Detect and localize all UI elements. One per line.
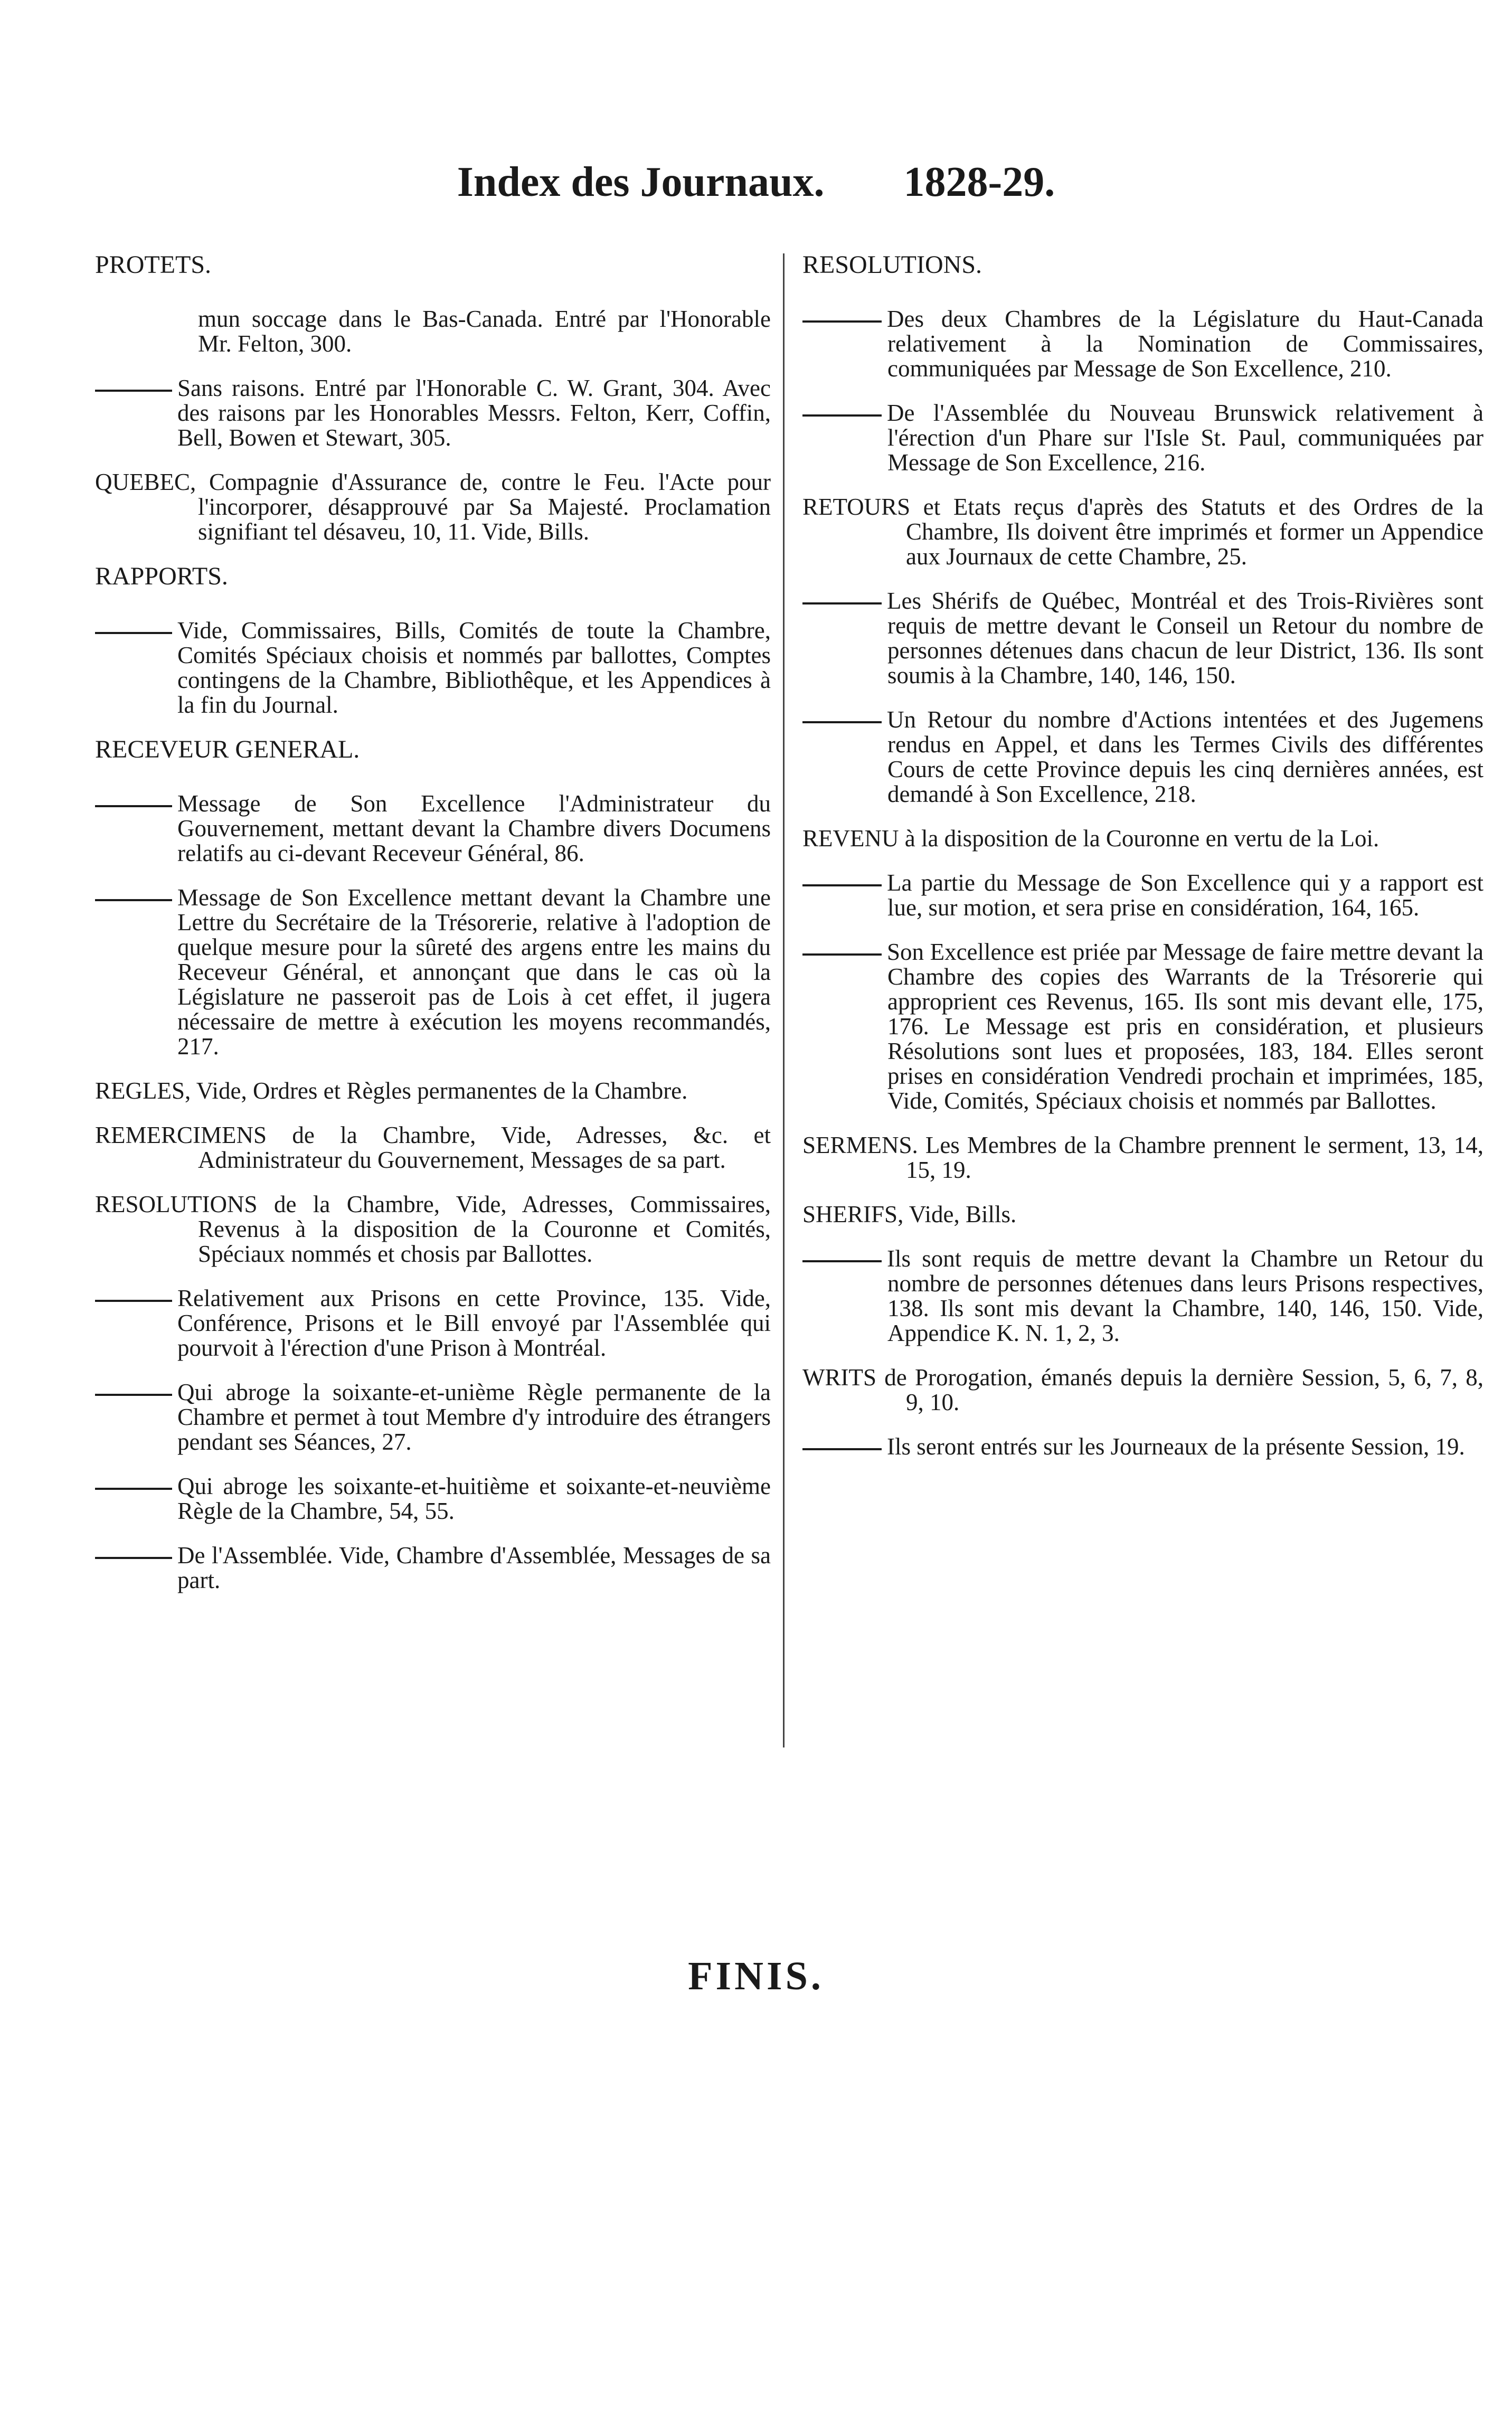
sub-entry: Son Excellence est priée par Message de faire mettre devant la Chambre des copies des Warrants de la Trésorerie qui approprient ces Revenus, 165. Ils sont mis devant elle, 175, 176. Le Message est pris en considération, et plusieurs Résolutions sont lues et proposées, 183, 184. Elles seront prises en considération Vendredi prochain et imprimées, 185, Vide, Comités, Spéciaux choisis et nommés par Ballottes. (802, 940, 1483, 1113)
sub-entry: Les Shérifs de Québec, Montréal et des Trois-Rivières sont requis de mettre devant le Conseil un Retour du nombre de personnes détenues dans chacun de leur District, 136. Ils sont soumis à la Chambre, 140, 146, 150. (802, 589, 1483, 688)
index-entry: QUEBEC, Compagnie d'Assurance de, contre le Feu. l'Acte pour l'incorporer, désapprouvé par Sa Majesté. Proclamation signifiant tel désaveu, 10, 11. Vide, Bills. (95, 469, 771, 545)
sub-entry: Message de Son Excellence mettant devant la Chambre une Lettre du Secrétaire de la Trésorerie, relative à l'adoption de quelque mesure pour la sûreté des argens entre les mains du Receveur Général, et annonçant que dans le cas où la Législature ne passeroit pas de Lois à cet effet, il jugera nécessaire de mettre à exécution les moyens recommandés, 217. (95, 885, 771, 1059)
index-entry: REMERCIMENS de la Chambre, Vide, Adresses, &c. et Administrateur du Gouvernement, Messages de sa part. (95, 1122, 771, 1173)
finis-label: FINIS. (688, 1954, 824, 1998)
sub-entry: Qui abroge la soixante-et-unième Règle permanente de la Chambre et permet à tout Membre d'y introduire des étrangers pendant ses Séances, 27. (95, 1380, 771, 1454)
page-year: 1828-29. (903, 159, 1055, 205)
index-entry: RETOURS et Etats reçus d'après des Statuts et des Ordres de la Chambre, Ils doivent être imprimés et former un Appendice aux Journaux de cette Chambre, 25. (802, 494, 1483, 570)
section-heading: RECEVEUR GENERAL. (95, 735, 360, 763)
sub-entry: Vide, Commissaires, Bills, Comités de toute la Chambre, Comités Spéciaux choisis et nommés par ballottes, Comptes contingens de la Chambre, Bibliothêque, et les Appendices à la fin du Journal. (95, 618, 771, 717)
index-entry: RESOLUTIONS de la Chambre, Vide, Adresses, Commissaires, Revenus à la disposition de la Couronne et Comités, Spéciaux nommés et chosis par Ballottes. (95, 1191, 771, 1267)
sub-entry: Ils sont requis de mettre devant la Chambre un Retour du nombre de personnes détenues dans leurs Prisons respectives, 138. Ils sont mis devant la Chambre, 140, 146, 150. Vide, Appendice K. N. 1, 2, 3. (802, 1246, 1483, 1346)
section-heading: RAPPORTS. (95, 562, 228, 590)
right-column (802, 252, 1483, 1479)
sub-entry: La partie du Message de Son Excellence qui y a rapport est lue, sur motion, et sera prise en considération, 164, 165. (802, 871, 1483, 920)
sub-entry: Des deux Chambres de la Législature du Haut-Canada relativement à la Nomination de Commissaires, communiquées par Message de Son Excellence, 210. (802, 307, 1483, 381)
sub-entry: Sans raisons. Entré par l'Honorable C. W. Grant, 304. Avec des raisons par les Honorables Messrs. Felton, Kerr, Coffin, Bell, Bowen et Stewart, 305. (95, 376, 771, 450)
left-column (95, 252, 771, 1612)
continued-entry: mun soccage dans le Bas-Canada. Entré par l'Honorable Mr. Felton, 300. (198, 306, 771, 357)
column-divider (783, 253, 785, 1747)
page-title: Index des Journaux. (457, 159, 825, 205)
section-heading: PROTETS. (95, 251, 212, 279)
sub-entry: Ils seront entrés sur les Journeaux de la présente Session, 19. (802, 1434, 1483, 1459)
index-entry: REGLES, Vide, Ordres et Règles permanentes de la Chambre. (95, 1078, 688, 1104)
sub-entry: De l'Assemblée du Nouveau Brunswick relativement à l'érection d'un Phare sur l'Isle St. Paul, communiquées par Message de Son Excellence, 216. (802, 401, 1483, 475)
index-entry: WRITS de Prorogation, émanés depuis la dernière Session, 5, 6, 7, 8, 9, 10. (802, 1364, 1483, 1415)
index-entry: REVENU à la disposition de la Couronne en vertu de la Loi. (802, 825, 1379, 852)
index-entry: SHERIFS, Vide, Bills. (802, 1201, 1017, 1227)
sub-entry: Qui abroge les soixante-et-huitième et soixante-et-neuvième Règle de la Chambre, 54, 55. (95, 1474, 771, 1524)
sub-entry: Message de Son Excellence l'Administrateur du Gouvernement, mettant devant la Chambre divers Documens relatifs au ci-devant Receveur Général, 86. (95, 791, 771, 866)
sub-entry: De l'Assemblée. Vide, Chambre d'Assemblée, Messages de sa part. (95, 1543, 771, 1593)
sub-entry: Relativement aux Prisons en cette Province, 135. Vide, Conférence, Prisons et le Bill envoyé par l'Assemblée qui pourvoit à l'érection d'une Prison à Montréal. (95, 1286, 771, 1361)
page-header (0, 158, 1512, 206)
sub-entry: Un Retour du nombre d'Actions intentées et des Jugemens rendus en Appel, et dans les Termes Civils des différentes Cours de cette Province depuis les cinq dernières années, est demandé à Son Excellence, 218. (802, 707, 1483, 807)
index-entry: SERMENS. Les Membres de la Chambre prennent le serment, 13, 14, 15, 19. (802, 1132, 1483, 1183)
section-heading: RESOLUTIONS. (802, 251, 982, 279)
